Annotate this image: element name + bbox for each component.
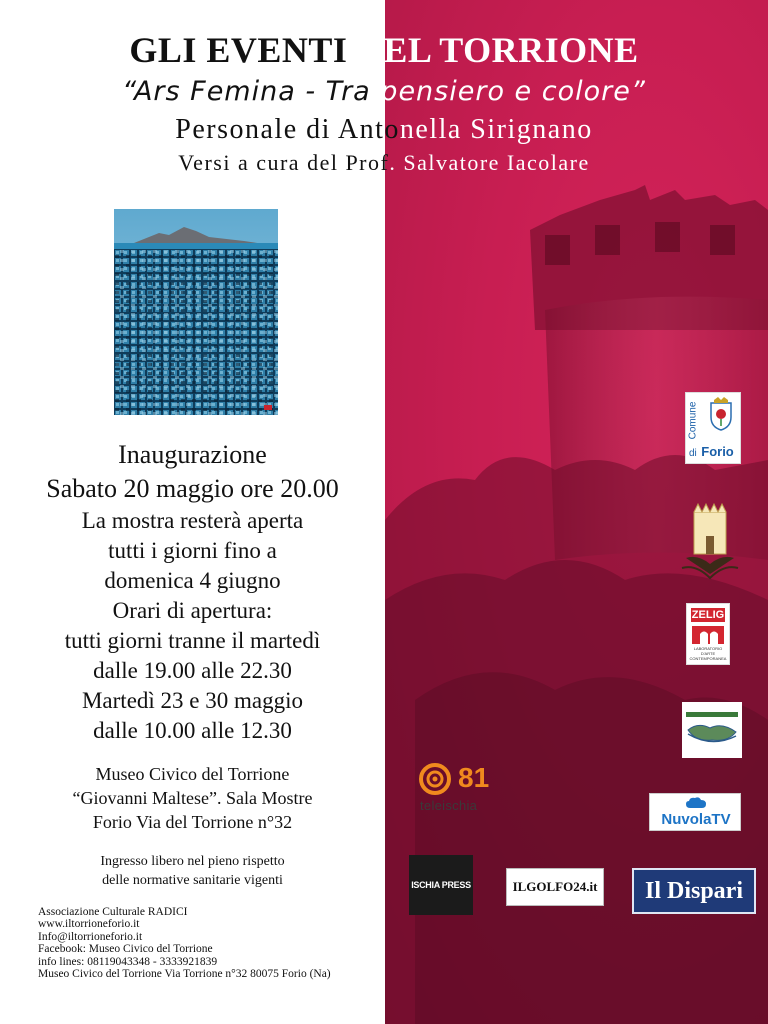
info-line: La mostra resterà aperta [81, 508, 304, 533]
subtitle-light-part: pensiero e colore” [370, 76, 646, 107]
inauguration-block [0, 438, 385, 746]
artist-light-part: nella Sirignano [399, 114, 593, 145]
info-line: Orari di apertura: [112, 598, 273, 623]
verses-dark-part: Versi a cura del Prof [178, 150, 390, 175]
museum-address [0, 762, 385, 834]
il-dispari-logo [632, 868, 756, 914]
inauguration-label: Inaugurazione [118, 440, 267, 469]
teleischia-81-logo [418, 762, 498, 820]
radici-association-logo [678, 498, 742, 584]
contact-line: info lines: 08119043348 - 3333921839 [38, 955, 218, 968]
teleischia-name: teleischia [420, 798, 478, 813]
contact-line: Museo Civico del Torrione Via Torrione n°32 80075 Forio (Na) [38, 968, 331, 981]
coat-of-arms-icon [706, 397, 736, 431]
museum-line: Forio Via del Torrione n°32 [92, 812, 293, 832]
zelig-logo [686, 603, 730, 665]
zelig-subtitle: LABORATORIO D'ARTE CONTEMPORANEA [689, 646, 727, 661]
entry-note [0, 852, 385, 890]
verses-line [0, 148, 768, 178]
comune-di-text: di [689, 448, 697, 459]
cloud-tv-icon [685, 796, 707, 810]
zelig-text: ZELIG [691, 609, 725, 621]
artist-dark-part: Personale di Anto [175, 114, 400, 145]
info-line: tutti giorni tranne il martedì [64, 628, 321, 653]
museum-line: Museo Civico del Torrione [95, 764, 290, 784]
inauguration-date: Sabato 20 maggio ore 20.00 [46, 474, 339, 503]
info-line: dalle 10.00 alle 12.30 [93, 718, 292, 743]
contact-line: Info@iltorrioneforio.it [38, 930, 143, 943]
ischia-map-logo [682, 702, 742, 758]
title-dark-part: GLI EVENTI [129, 30, 348, 70]
artwork-mosaic-image [114, 209, 278, 415]
artist-line [0, 112, 768, 148]
nuvolatv-text: NuvolaTV [661, 811, 731, 828]
museum-line: “Giovanni Maltese”. Sala Mostre [72, 788, 313, 808]
artwork-painting [114, 209, 278, 415]
info-line: Martedì 23 e 30 maggio [81, 688, 303, 713]
comune-label: Comune [687, 401, 699, 440]
teleischia-circle-icon [418, 762, 452, 796]
subtitle-dark-part: “Ars Femina - Tra [122, 76, 371, 107]
info-line: tutti i giorni fino a [108, 538, 277, 563]
ilgolfo24-logo [506, 868, 604, 906]
title-light-part: DEL TORRIONE [356, 30, 639, 70]
verses-light-part: . Salvatore Iacolare [389, 150, 590, 175]
il-dispari-text: Il Dispari [644, 877, 743, 904]
poster-title [0, 28, 768, 72]
forio-text: Forio [701, 444, 734, 459]
contact-line: Facebook: Museo Civico del Torrione [38, 943, 213, 956]
contact-line: Associazione Culturale RADICI [38, 906, 188, 918]
ischia-press-logo [409, 855, 473, 915]
info-line: dalle 19.00 alle 22.30 [93, 658, 292, 683]
entry-line: delle normative sanitarie vigenti [102, 873, 283, 888]
zelig-arch-icon [690, 624, 726, 644]
contact-line: www.iltorrioneforio.it [38, 918, 140, 931]
poster-header [0, 28, 768, 178]
comune-di-forio-logo [685, 392, 741, 464]
info-line: domenica 4 giugno [104, 568, 281, 593]
entry-line: Ingresso libero nel pieno rispetto [100, 854, 285, 869]
exhibition-subtitle [0, 74, 768, 110]
ischia-press-text: ISCHIA PRESS [411, 880, 471, 890]
ilgolfo24-text: ILGOLFO24.it [512, 879, 598, 894]
contacts-block [38, 906, 378, 980]
teleischia-channel-number: 81 [458, 762, 490, 793]
comune-forio-text [689, 443, 734, 461]
nuvolatv-logo [649, 793, 741, 831]
